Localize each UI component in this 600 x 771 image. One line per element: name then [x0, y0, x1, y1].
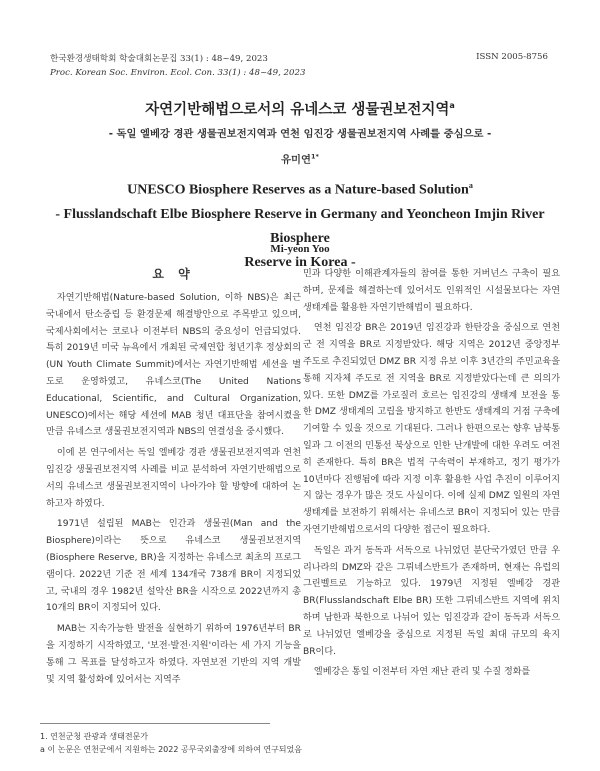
right-paragraph: 엘베강은 통일 이전부터 자연 재난 관리 및 수질 정화를 [313, 667, 531, 678]
right-column [303, 266, 560, 685]
left-paragraph: MAB는 지속가능한 발전을 실현하기 위하여 1976년부터 BR을 지정하기 시작하였고, '보전·발전·지원'이라는 세 가지 기능을 통해 그 목표를 달성하고자 하였다. 자연보전 기반의 지역 개발 및 지역 활성화에 있어서는 지역주 [46, 624, 301, 685]
title-english [40, 174, 560, 275]
title-english-line1 [40, 174, 560, 203]
left-column [46, 266, 301, 692]
issn: ISSN 2005-8756 [476, 52, 548, 62]
subtitle-korean: - 독일 엘베강 경관 생물권보전지역과 연천 임진강 생물권보전지역 사례를 중심으로 - [108, 128, 492, 140]
title-english-line2: - Flusslandschaft Elbe Biosphere Reserve in Germany and Yeoncheon Imjin River Biosphere [55, 206, 545, 246]
footnotes [40, 730, 560, 756]
author-korean [0, 151, 600, 166]
footnote-affiliation: 1. 연천군청 관광과 생태전문가 [40, 732, 148, 741]
footnote-funding: a 이 논문은 연천군에서 지원하는 2022 공무국외출장에 의하여 연구되었음 [40, 745, 302, 754]
abstract-heading: 요 약 [152, 267, 195, 281]
right-paragraph: 민과 다양한 이해관계자들의 참여를 통한 거버넌스 구축이 필요하며, 문제를 해결하는데 있어서도 인위적인 시설물보다는 자연 생태계를 활용한 자연기반해법이 필요하다. [303, 269, 560, 313]
title-korean-text: 자연기반해법으로서의 유네스코 생물권보전지역 [145, 102, 450, 118]
left-paragraph: 이에 본 연구에서는 독일 엘베강 경관 생물권보전지역과 연천 임진강 생물권보전지역 사례를 비교 분석하여 자연기반해법으로서의 유네스코 생물권보전지역이 나아가야 할 방향에 대하여 논하고자 하였다. [46, 448, 301, 509]
author-korean-sup: 1* [310, 152, 319, 161]
right-paragraph: 연천 임진강 BR은 2019년 임진강과 한탄강을 중심으로 연천군 전 지역을 BR로 지정받았다. 해당 지역은 2012년 중앙정부 주도로 추진되었던 DMZ BR 지정 유보 이후 3년간의 주민교육을 통해 지자체 주도로 전 지역을 BR로 지정받았다는데 큰 의의가 있다. 또한 DMZ를 가로질러 흐르는 임진강의 생태계 보전을 통한 DMZ 생태계의 고립을 방지하고 한반도 생태계의 거점 구축에 기여할 수 있을 것으로 기대된다. 그러나 한편으로는 향후 남북통일과 그 이전의 민통선 북상으로 인한 난개발에 대한 우려도 여전히 존재한다. 특히 BR은 법적 구속력이 부재하고, 정기 평가가 10년마다 진행됨에 따라 지정 이후 활용한 사업 추진이 이루어지지 않는 경우가 많은 것도 사실이다. 이에 실제 DMZ 일원의 자연생태계를 보전하기 위해서는 유네스코 BR이 지정되어 있는 만큼 자연기반해법으로서의 다양한 접근이 필요하다. [303, 323, 560, 535]
journal-name-en: Proc. Korean Soc. Environ. Ecol. Con. 33(1) : 48~49, 2023 [50, 68, 306, 78]
title-english-line3: Reserve in Korea - [244, 254, 356, 270]
journal-header [50, 52, 305, 80]
title-english-text: UNESCO Biosphere Reserves as a Nature-based Solution [127, 182, 469, 198]
left-paragraph: 자연기반해법(Nature-based Solution, 이하 NBS)은 최근 국내에서 탄소중립 등 환경문제 해결방안으로 주목받고 있으며, 국제사회에서는 코로나 이전부터 NBS의 중요성이 언급되었다. 특히 2019년 미국 뉴욕에서 개최된 국제연합 청년기후 정상회의(UN Youth Climate Summit)에서는 자연기반해법 세션을 별도로 운영하였고, 유네스코(The United Nations Educational, Scientific, and Cultural Organization, UNESCO)에서는 해당 세션에 MAB 청년 대표단을 참여시켰을 만큼 유네스코 생물권보전지역과 NBS의 연결성을 중시했다. [46, 293, 301, 438]
right-paragraph: 독일은 과거 동독과 서독으로 나뉘었던 분단국가였던 만큼 우리나라의 DMZ와 같은 그뤼네스반트가 존재하며, 현재는 유럽의 그린벨트로 기능하고 있다. 1979년 지정된 엘베강 경관 BR(Flusslandschaft Elbe BR) 또한 그뤼네스반트 지역에 위치하며 남한과 북한으로 나뉘어 있는 임진강과 같이 동독과 서독으로 나뉘었던 엘베강을 중심으로 지정된 독일 최대 규모의 육지 BR이다. [303, 545, 560, 657]
footnote-divider [40, 723, 270, 724]
left-paragraph: 1971년 설립된 MAB는 인간과 생물권(Man and the Biosphere)이라는 뜻으로 유네스코 생물권보전지역(Biosphere Reserve, BR)을 지정하는 유네스코 최초의 프로그램이다. 2022년 기준 전 세계 134개국 738개 BR이 지정되었고, 국내의 경우 1982년 설악산 BR을 시작으로 2022년까지 총 10개의 BR이 지정되어 있다. [46, 519, 301, 614]
author-korean-name: 유미연 [281, 154, 311, 166]
journal-name-ko: 한국환경생태학회 학술대회논문집 33(1) : 48~49, 2023 [50, 54, 268, 64]
title-english-sup: a [468, 181, 473, 190]
title-korean [0, 98, 600, 119]
author-english: Mi-yeon Yoo [270, 243, 330, 255]
title-korean-sup: a [449, 101, 455, 111]
